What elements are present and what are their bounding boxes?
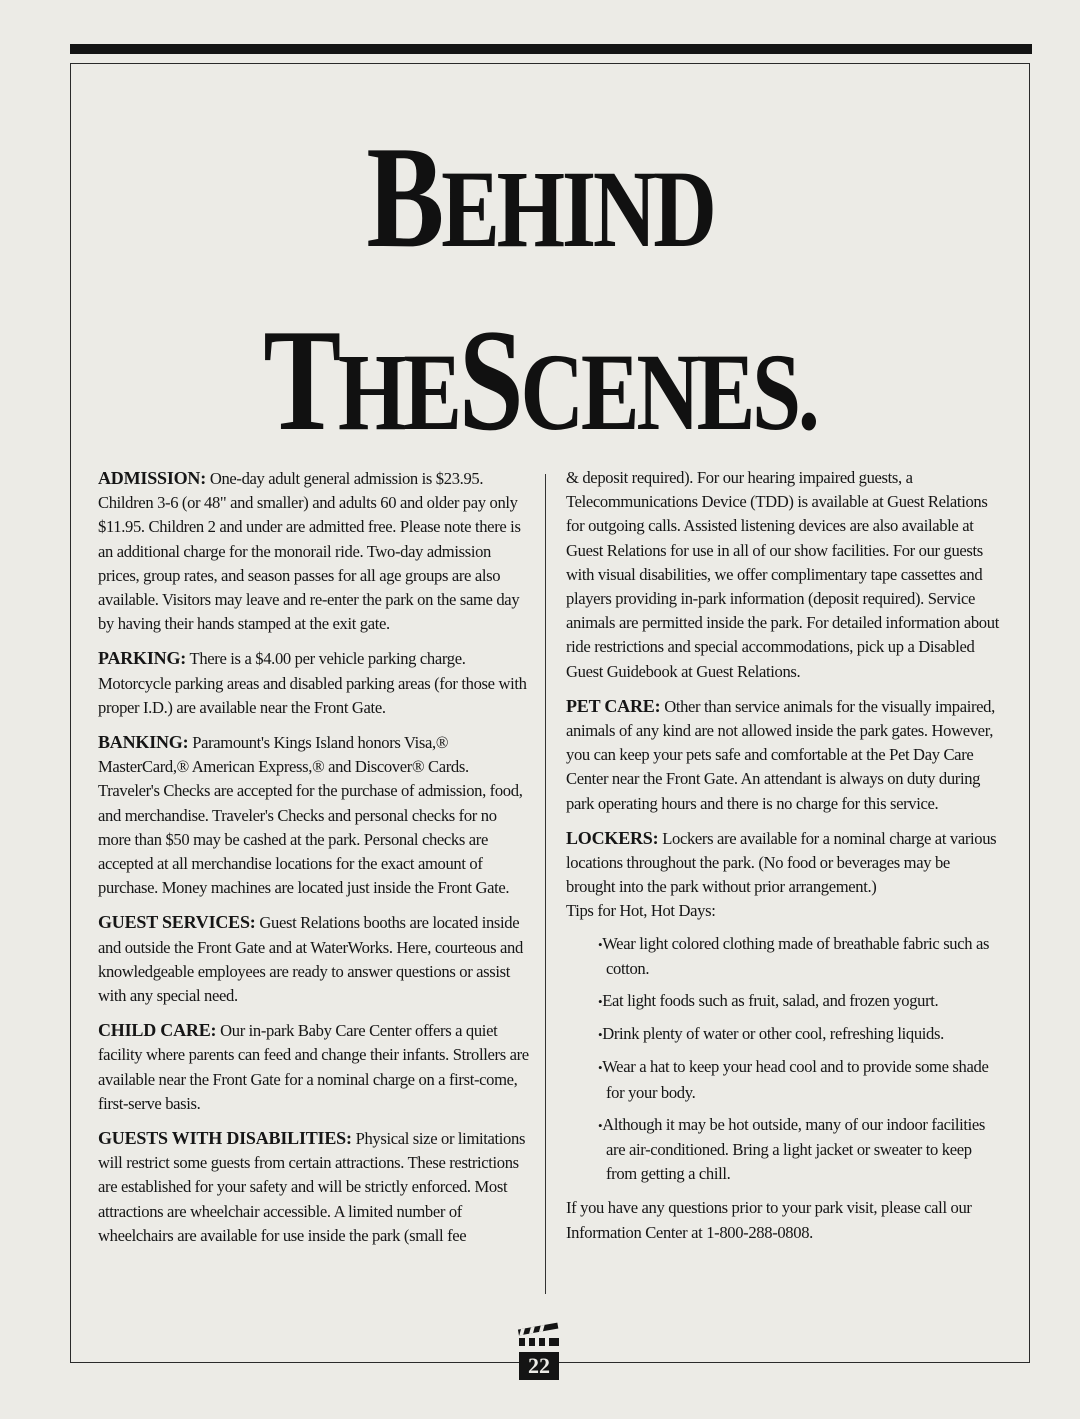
tips-list — [566, 932, 1002, 1187]
section-parking — [98, 646, 530, 720]
section-admission — [98, 466, 530, 636]
section-heading: LOCKERS: — [566, 827, 659, 848]
title-line-1 — [108, 116, 972, 311]
section-heading: BANKING: — [98, 732, 189, 753]
tip-text: Wear a hat to keep your head cool and to provide some shade for your body. — [602, 1057, 989, 1102]
title-word-the: HE — [337, 331, 459, 453]
page-number-badge — [505, 1322, 571, 1382]
closing-note: If you have any questions prior to your park visit, please call our Information Center at 1-800-288-0808. — [566, 1198, 972, 1242]
disabilities-continued: & deposit required). For our hearing impaired guests, a Telecommunications Device (TDD) is available at Guest Relations for outgoing calls. Assisted listening devices are also available at Guest Relations for use in all of our show facilities. For our guests with visual disabilities, we offer complimentary tape cassettes and players providing in-park information (deposit required). Service animals are permitted inside the park. For detailed information about ride restrictions and special accommodations, pick up a Disabled Guest Guidebook at Guest Relations. — [566, 468, 999, 681]
title-initial-t: T — [263, 299, 338, 461]
section-text: Paramount's Kings Island honors Visa,® MasterCard,® American Express,® and Discover® Cards. Traveler's Checks are accepted for the purchase of admission, food, and merchandise. Traveler's Checks and personal checks for no more than $50 may be cashed at the park. Personal checks are accepted at all merchandise locations for the exact amount of purchase. Money machines are located just inside the Front Gate. — [98, 733, 523, 898]
section-text: One-day adult general admission is $23.95. Children 3-6 (or 48" and smaller) and adults 60 and older pay only $11.95. Children 2 and under are admitted free. Please note there is an additional charge for the monorail ride. Two-day admission prices, group rates, and season passes for all age groups are also available. Visitors may leave and re-enter the park on the same day by having their hands stamped at the exit gate. — [98, 469, 521, 634]
section-heading: CHILD CARE: — [98, 1020, 217, 1041]
top-rule — [70, 44, 1032, 54]
section-lockers — [566, 826, 1002, 900]
section-guest-services — [98, 910, 530, 1008]
title-initial-b: B — [366, 116, 442, 278]
bullet-icon: • — [598, 1027, 603, 1043]
title-initial-s: S — [458, 299, 521, 461]
section-heading: GUESTS WITH DISABILITIES: — [98, 1128, 352, 1149]
section-banking — [98, 730, 530, 900]
bullet-icon: • — [598, 994, 603, 1010]
clapperboard-icon — [515, 1322, 563, 1348]
tip-text: Drink plenty of water or other cool, refreshing liquids. — [602, 1024, 944, 1044]
section-heading: GUEST SERVICES: — [98, 912, 256, 933]
section-guests-with-disabilities — [98, 1126, 530, 1248]
section-text: Other than service animals for the visually impaired, animals of any kind are not allowed inside the park gates. However, you can keep your pets safe and comfortable at the Pet Day Care Center near the Front Gate. An attendant is always on duty during park operating hours and there is no charge for this service. — [566, 696, 995, 813]
page-number: 22 — [519, 1352, 559, 1380]
section-heading: PET CARE: — [566, 695, 661, 716]
list-item — [598, 1113, 1002, 1187]
page-title — [108, 116, 972, 494]
bullet-icon: • — [598, 1060, 603, 1076]
tip-text: Wear light colored clothing made of breathable fabric such as cotton. — [602, 933, 990, 978]
section-text: Guest Relations booths are located inside and outside the Front Gate and at WaterWorks. Here, courteous and knowledgeable employees are ready to answer questions or assist with any special need. — [98, 913, 523, 1006]
tip-text: Although it may be hot outside, many of our indoor facilities are air-conditioned. Bring a light jacket or sweater to keep from getting a chill. — [602, 1114, 986, 1184]
list-item — [598, 932, 1002, 981]
section-child-care — [98, 1018, 530, 1116]
section-heading: PARKING: — [98, 648, 187, 669]
section-text: Lockers are available for a nominal charge at various locations throughout the park. (No food or beverages may be brought into the park without prior arrangement.) — [566, 828, 997, 897]
section-pet-care — [566, 694, 1002, 816]
bullet-icon: • — [598, 936, 603, 952]
section-heading: ADMISSION: — [98, 468, 207, 488]
section-text: Our in-park Baby Care Center offers a quiet facility where parents can feed and change their infants. Strollers are available near the Front Gate for a nominal charge on a first-come, first-serve basis. — [98, 1021, 529, 1113]
section-text: Physical size or limitations will restrict some guests from certain attractions. These restrictions are established for your safety and will be strictly enforced. Most attractions are wheelchair accessible. A limited number of wheelchairs are available for use inside the park (small fee — [98, 1129, 526, 1245]
left-column — [98, 466, 530, 1258]
bullet-icon: • — [598, 1117, 603, 1133]
list-item — [598, 1022, 1002, 1047]
list-item — [598, 1055, 1002, 1104]
tips-intro: Tips for Hot, Hot Days: — [566, 901, 716, 921]
section-text: There is a $4.00 per vehicle parking charge. Motorcycle parking areas and disabled parking areas (for those with proper I.D.) are available near the Front Gate. — [98, 649, 527, 717]
list-item — [598, 989, 1002, 1014]
tip-text: Eat light foods such as fruit, salad, and frozen yogurt. — [602, 991, 939, 1011]
title-word-scenes: CENES. — [520, 331, 817, 453]
column-divider — [545, 474, 546, 1294]
title-word-behind: EHIND — [441, 148, 714, 270]
right-column — [566, 466, 1002, 1255]
